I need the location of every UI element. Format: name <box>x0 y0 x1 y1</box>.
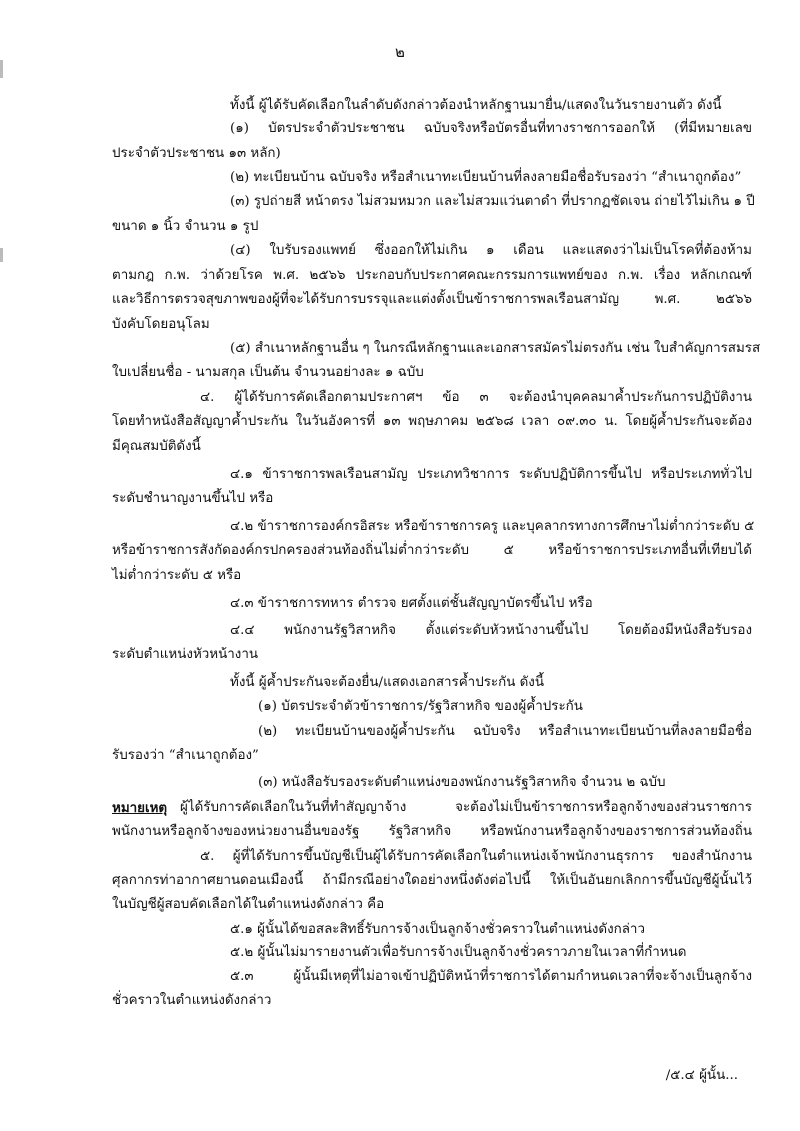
text-line: ในบัญชีผู้สอบคัดเลือกได้ในตำแหน่งดังกล่าว คือ <box>112 897 385 912</box>
text-line: (๒) ทะเบียนบ้านของผู้ค้ำประกัน ฉบับจริง หรือสำเนาทะเบียนบ้านที่ลงลายมือชื่อ <box>258 724 752 739</box>
text-line: (๒) ทะเบียนบ้าน ฉบับจริง หรือสำเนาทะเบียนบ้านที่ลงลายมือชื่อรับรองว่า “สำเนาถูกต้อง” <box>230 170 742 185</box>
text-line: มีคุณสมบัติดังนี้ <box>112 439 201 454</box>
note-label: หมายเหตุ <box>112 800 168 816</box>
page-number: ๒ <box>395 43 405 61</box>
text-line: ไม่ต่ำกว่าระดับ ๕ หรือ <box>112 568 242 583</box>
text-line: ขนาด ๑ นิ้ว จำนวน ๑ รูป <box>112 219 259 234</box>
text-line: (๑) บัตรประจำตัวข้าราชการ/รัฐวิสาหกิจ ของผู้ค้ำประกัน <box>258 699 583 714</box>
text-line: (๔) ใบรับรองแพทย์ ซึ่งออกให้ไม่เกิน ๑ เดือน และแสดงว่าไม่เป็นโรคที่ต้องห้าม <box>230 243 752 258</box>
text-line: (๑) บัตรประจำตัวประชาชน ฉบับจริงหรือบัตรอื่นที่ทางราชการออกให้ (ที่มีหมายเลข <box>230 121 752 136</box>
text-line: ๔. ผู้ได้รับการคัดเลือกตามประกาศฯ ข้อ ๓ จะต้องนำบุคคลมาค้ำประกันการปฏิบัติงาน <box>200 390 752 405</box>
scan-edge-mark <box>0 248 3 262</box>
text-line: (๓) หนังสือรับรองระดับตำแหน่งของพนักงานรัฐวิสาหกิจ จำนวน ๒ ฉบับ <box>258 775 666 790</box>
continuation-note: /๕.๔ ผู้นั้น... <box>665 1068 738 1083</box>
text-line: ๔.๔ พนักงานรัฐวิสาหกิจ ตั้งแต่ระดับหัวหน้างานขึ้นไป โดยต้องมีหนังสือรับรอง <box>230 623 752 638</box>
text-line: ระดับชำนาญงานขึ้นไป หรือ <box>112 491 274 506</box>
text-line: ทั้งนี้ ผู้ค้ำประกันจะต้องยื่น/แสดงเอกสารค้ำประกัน ดังนี้ <box>230 675 544 690</box>
text-line: และวิธีการตรวจสุขภาพของผู้ที่จะได้รับการบรรจุและแต่งตั้งเป็นข้าราชการพลเรือนสามัญ พ.ศ. ๒๕๖๖ <box>112 292 752 307</box>
text-line: ผู้ได้รับการคัดเลือกในวันที่ทำสัญญาจ้าง จะต้องไม่เป็นข้าราชการหรือลูกจ้างของส่วนราชการ <box>180 800 752 815</box>
text-line: ๕.๓ ผู้นั้นมีเหตุที่ไม่อาจเข้าปฏิบัติหน้าที่ราชการได้ตามกำหนดเวลาที่จะจ้างเป็นลูกจ้าง <box>230 969 752 984</box>
text-line: (๕) สำเนาหลักฐานอื่น ๆ ในกรณีหลักฐานและเอกสารสมัครไม่ตรงกัน เช่น ใบสำคัญการสมรส <box>230 341 761 356</box>
text-line: พนักงานหรือลูกจ้างของหน่วยงานอื่นของรัฐ รัฐวิสาหกิจ หรือพนักงานหรือลูกจ้างของราชการส่วนท้องถิ่น <box>112 824 752 839</box>
text-line: ๔.๓ ข้าราชการทหาร ตำรวจ ยศตั้งแต่ชั้นสัญญาบัตรขึ้นไป หรือ <box>230 596 593 611</box>
text-line: โดยทำหนังสือสัญญาค้ำประกัน ในวันอังคารที่ ๑๓ พฤษภาคม ๒๕๖๘ เวลา ๐๙.๓๐ น. โดยผู้ค้ำประกันจะต้อง <box>112 414 752 429</box>
text-line: รับรองว่า “สำเนาถูกต้อง” <box>112 748 259 763</box>
text-line: ชั่วคราวในตำแหน่งดังกล่าว <box>112 993 272 1008</box>
text-line: (๓) รูปถ่ายสี หน้าตรง ไม่สวมหมวก และไม่สวมแว่นตาดำ ที่ปรากฏชัดเจน ถ่ายไว้ไม่เกิน ๑ ปี <box>230 194 755 209</box>
text-line: ศุลกากรท่าอากาศยานดอนเมืองนี้ ถ้ามีกรณีอย่างใดอย่างหนึ่งดังต่อไปนี้ ให้เป็นอันยกเลิกการขึ้นบัญชีผู้นั้นไว้ <box>112 873 752 888</box>
text-line: ระดับตำแหน่งหัวหน้างาน <box>112 647 259 662</box>
text-line: หรือข้าราชการสังกัดองค์กรปกครองส่วนท้องถิ่นไม่ต่ำกว่าระดับ ๕ หรือข้าราชการประเภทอื่นที่เทียบได้ <box>112 543 752 558</box>
text-line: ๕. ผู้ที่ได้รับการขึ้นบัญชีเป็นผู้ได้รับการคัดเลือกในตำแหน่งเจ้าพนักงานธุรการ ของสำนักงาน <box>200 849 752 864</box>
text-line: ๕.๑ ผู้นั้นได้ขอสละสิทธิ์รับการจ้างเป็นลูกจ้างชั่วคราวในตำแหน่งดังกล่าว <box>230 922 645 937</box>
text-line: ๕.๒ ผู้นั้นไม่มารายงานตัวเพื่อรับการจ้างเป็นลูกจ้างชั่วคราวภายในเวลาที่กำหนด <box>230 945 687 960</box>
text-line: ๔.๒ ข้าราชการองค์กรอิสระ หรือข้าราชการครู และบุคลากรทางการศึกษาไม่ต่ำกว่าระดับ ๕ <box>230 519 755 534</box>
text-line: ประจำตัวประชาชน ๑๓ หลัก) <box>112 146 281 161</box>
text-line: ๔.๑ ข้าราชการพลเรือนสามัญ ประเภทวิชาการ ระดับปฏิบัติการขึ้นไป หรือประเภททั่วไป <box>230 467 752 482</box>
text-line: ตามกฎ ก.พ. ว่าด้วยโรค พ.ศ. ๒๕๖๖ ประกอบกับประกาศคณะกรรมการแพทย์ของ ก.พ. เรื่อง หลักเกณฑ์ <box>112 268 752 283</box>
text-line: บังคับโดยอนุโลม <box>112 317 210 332</box>
text-line: ทั้งนี้ ผู้ได้รับคัดเลือกในลำดับดังกล่าวต้องนำหลักฐานมายื่น/แสดงในวันรายงานตัว ดังนี้ <box>230 98 722 113</box>
text-line: ใบเปลี่ยนชื่อ - นามสกุล เป็นต้น จำนวนอย่างละ ๑ ฉบับ <box>112 365 424 380</box>
